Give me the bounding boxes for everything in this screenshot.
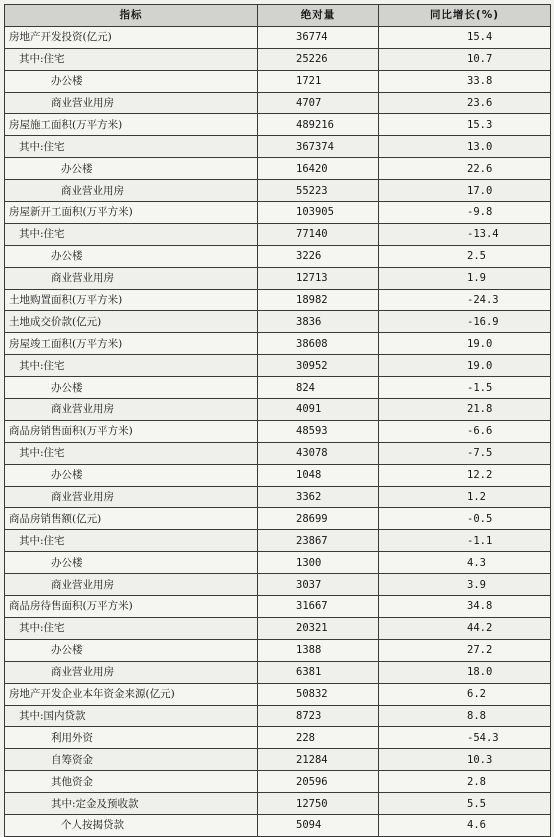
table-row [5,508,551,530]
row-yoy-growth: 2.5 [379,245,551,267]
row-absolute-value-cell [258,245,379,267]
row-indicator-label: 其中:国内贷款 [5,705,258,727]
row-absolute-value: 36774 [296,31,328,44]
row-absolute-value: 103905 [296,206,334,219]
row-indicator-label: 其中:住宅 [5,223,258,245]
row-yoy-growth: 10.7 [379,48,551,70]
row-yoy-growth: 27.2 [379,639,551,661]
table-row [5,377,551,399]
row-yoy-growth: 6.2 [379,683,551,705]
row-absolute-value-cell [258,530,379,552]
row-yoy-growth: 8.8 [379,705,551,727]
row-yoy-growth: 4.6 [379,814,551,836]
table-row [5,705,551,727]
header-yoy-growth: 同比增长(%) [379,5,551,27]
row-indicator-label: 其中:住宅 [5,530,258,552]
row-absolute-value: 25226 [296,53,328,66]
table-row [5,399,551,421]
row-absolute-value-cell [258,202,379,224]
table-header [5,5,551,27]
table-row [5,442,551,464]
row-absolute-value: 6381 [296,666,322,679]
row-indicator-label: 办公楼 [5,245,258,267]
row-yoy-growth: -24.3 [379,289,551,311]
row-absolute-value-cell [258,355,379,377]
row-absolute-value-cell [258,377,379,399]
table-row [5,574,551,596]
row-yoy-growth: 15.4 [379,26,551,48]
row-absolute-value: 4707 [296,97,322,109]
row-yoy-growth: 12.2 [379,464,551,486]
row-absolute-value: 31667 [296,600,328,613]
table-row [5,661,551,683]
row-absolute-value: 77140 [296,228,328,241]
row-yoy-growth: 10.3 [379,749,551,771]
table-row [5,48,551,70]
row-absolute-value-cell [258,793,379,815]
row-indicator-label: 个人按揭贷款 [5,814,258,836]
row-yoy-growth: 5.5 [379,793,551,815]
real-estate-statistics-table [4,4,551,837]
row-yoy-growth: -6.6 [379,420,551,442]
row-absolute-value: 5094 [296,819,322,832]
row-absolute-value: 1300 [296,556,322,569]
row-indicator-label: 商业营业用房 [5,92,258,114]
row-yoy-growth: -54.3 [379,727,551,749]
row-indicator-label: 土地购置面积(万平方米) [5,289,258,311]
table-row [5,136,551,158]
row-absolute-value-cell [258,705,379,727]
header-indicator: 指标 [5,5,258,27]
row-absolute-value-cell [258,749,379,771]
row-absolute-value: 3037 [296,578,322,591]
row-indicator-label: 房屋新开工面积(万平方米) [5,202,258,224]
row-indicator-label: 商业营业用房 [5,180,258,202]
row-absolute-value-cell [258,771,379,793]
table-row [5,289,551,311]
table-row [5,814,551,836]
row-absolute-value-cell [258,92,379,114]
row-absolute-value: 228 [296,731,315,744]
row-absolute-value: 824 [296,381,315,394]
table-row [5,333,551,355]
row-absolute-value-cell [258,48,379,70]
row-absolute-value: 3836 [296,315,322,328]
row-absolute-value-cell [258,114,379,136]
row-indicator-label: 土地成交价款(亿元) [5,311,258,333]
row-absolute-value-cell [258,420,379,442]
table-row [5,245,551,267]
row-indicator-label: 房屋施工面积(万平方米) [5,114,258,136]
row-absolute-value-cell [258,70,379,92]
row-indicator-label: 房地产开发企业本年资金来源(亿元) [5,683,258,705]
row-yoy-growth: 2.8 [379,771,551,793]
table-row [5,486,551,508]
row-yoy-growth: 22.6 [379,158,551,180]
row-absolute-value-cell [258,508,379,530]
header-row [5,5,551,27]
table-row [5,464,551,486]
row-indicator-label: 商业营业用房 [5,399,258,421]
row-yoy-growth: 23.6 [379,92,551,114]
row-absolute-value: 50832 [296,688,328,701]
table-row [5,683,551,705]
row-absolute-value-cell [258,727,379,749]
table-row [5,771,551,793]
row-indicator-label: 其中:住宅 [5,355,258,377]
row-indicator-label: 办公楼 [5,70,258,92]
row-absolute-value: 1721 [296,75,322,88]
table-row [5,530,551,552]
row-yoy-growth: -13.4 [379,223,551,245]
table-row [5,70,551,92]
row-indicator-label: 办公楼 [5,639,258,661]
row-absolute-value-cell [258,267,379,289]
row-indicator-label: 办公楼 [5,464,258,486]
row-indicator-label: 房地产开发投资(亿元) [5,26,258,48]
row-absolute-value-cell [258,661,379,683]
row-absolute-value-cell [258,464,379,486]
table-row [5,311,551,333]
row-absolute-value: 12750 [296,797,328,810]
table-row [5,114,551,136]
row-indicator-label: 商品房待售面积(万平方米) [5,596,258,618]
row-yoy-growth: -7.5 [379,442,551,464]
table-row [5,158,551,180]
table-row [5,267,551,289]
row-absolute-value: 489216 [296,118,334,131]
row-absolute-value-cell [258,223,379,245]
row-absolute-value: 48593 [296,425,328,438]
row-yoy-growth: -1.1 [379,530,551,552]
row-yoy-growth: 44.2 [379,617,551,639]
row-absolute-value: 16420 [296,162,328,175]
row-yoy-growth: 1.2 [379,486,551,508]
row-absolute-value: 3362 [296,491,322,504]
row-absolute-value-cell [258,158,379,180]
row-indicator-label: 其中:定金及预收款 [5,793,258,815]
header-absolute-value: 绝对量 [258,5,379,27]
row-absolute-value-cell [258,26,379,48]
table-row [5,639,551,661]
table-row [5,26,551,48]
row-yoy-growth: 33.8 [379,70,551,92]
row-absolute-value-cell [258,311,379,333]
statistics-table-container [4,4,550,837]
row-absolute-value: 23867 [296,534,328,547]
row-indicator-label: 其中:住宅 [5,617,258,639]
row-indicator-label: 其中:住宅 [5,48,258,70]
row-absolute-value: 30952 [296,359,328,372]
row-indicator-label: 商业营业用房 [5,486,258,508]
row-absolute-value: 367374 [296,140,334,153]
row-absolute-value-cell [258,333,379,355]
row-absolute-value: 4091 [296,403,322,416]
row-absolute-value-cell [258,442,379,464]
row-absolute-value-cell [258,180,379,202]
row-absolute-value: 21284 [296,753,328,766]
row-yoy-growth: -9.8 [379,202,551,224]
row-absolute-value: 20596 [296,775,328,788]
row-yoy-growth: 17.0 [379,180,551,202]
row-absolute-value: 38608 [296,337,328,350]
row-yoy-growth: -16.9 [379,311,551,333]
row-indicator-label: 商品房销售额(亿元) [5,508,258,530]
row-yoy-growth: 18.0 [379,661,551,683]
row-absolute-value: 1388 [296,644,322,657]
row-absolute-value: 8723 [296,709,322,722]
row-absolute-value-cell [258,486,379,508]
row-absolute-value-cell [258,596,379,618]
table-row [5,552,551,574]
row-indicator-label: 商业营业用房 [5,661,258,683]
row-indicator-label: 房屋竣工面积(万平方米) [5,333,258,355]
row-absolute-value-cell [258,552,379,574]
row-yoy-growth: 19.0 [379,333,551,355]
table-row [5,202,551,224]
row-absolute-value-cell [258,617,379,639]
table-row [5,92,551,114]
row-absolute-value: 18982 [296,294,328,307]
row-absolute-value: 12713 [296,272,328,285]
row-absolute-value-cell [258,574,379,596]
table-row [5,596,551,618]
row-absolute-value: 55223 [296,184,328,197]
row-indicator-label: 办公楼 [5,158,258,180]
row-yoy-growth: 4.3 [379,552,551,574]
row-absolute-value: 43078 [296,447,328,460]
table-row [5,180,551,202]
row-absolute-value: 3226 [296,250,322,263]
row-absolute-value-cell [258,399,379,421]
row-yoy-growth: 15.3 [379,114,551,136]
row-indicator-label: 其他资金 [5,771,258,793]
row-absolute-value-cell [258,289,379,311]
row-absolute-value: 1048 [296,469,322,482]
row-absolute-value-cell [258,136,379,158]
table-body [5,26,551,836]
table-row [5,793,551,815]
row-indicator-label: 办公楼 [5,377,258,399]
row-indicator-label: 自筹资金 [5,749,258,771]
row-indicator-label: 商品房销售面积(万平方米) [5,420,258,442]
row-indicator-label: 办公楼 [5,552,258,574]
table-row [5,617,551,639]
row-yoy-growth: 13.0 [379,136,551,158]
row-indicator-label: 商业营业用房 [5,267,258,289]
row-absolute-value: 20321 [296,622,328,635]
row-indicator-label: 商业营业用房 [5,574,258,596]
row-yoy-growth: 1.9 [379,267,551,289]
row-indicator-label: 其中:住宅 [5,442,258,464]
table-row [5,223,551,245]
row-absolute-value-cell [258,683,379,705]
row-yoy-growth: 21.8 [379,399,551,421]
row-indicator-label: 其中:住宅 [5,136,258,158]
row-absolute-value: 28699 [296,512,328,525]
row-yoy-growth: -0.5 [379,508,551,530]
row-yoy-growth: 34.8 [379,596,551,618]
row-yoy-growth: 3.9 [379,574,551,596]
table-row [5,355,551,377]
row-absolute-value-cell [258,639,379,661]
row-indicator-label: 利用外资 [5,727,258,749]
table-row [5,727,551,749]
table-row [5,749,551,771]
table-row [5,420,551,442]
row-absolute-value-cell [258,814,379,836]
row-yoy-growth: -1.5 [379,377,551,399]
row-yoy-growth: 19.0 [379,355,551,377]
